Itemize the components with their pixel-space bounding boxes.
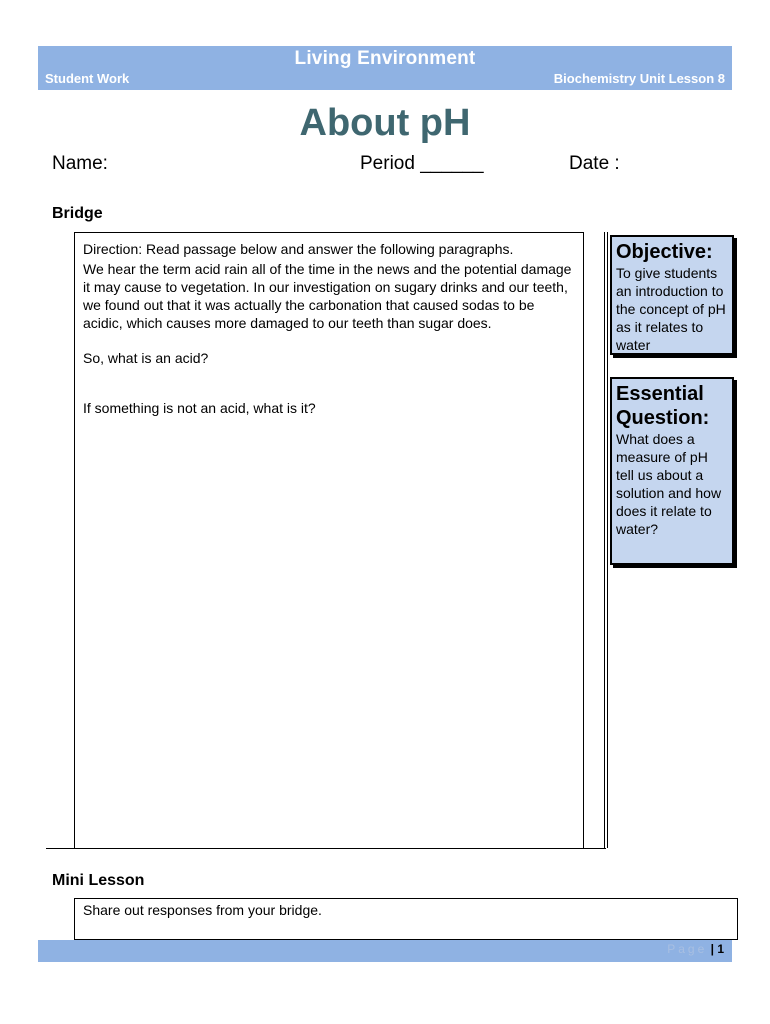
- sidebar-frame: [604, 232, 608, 848]
- page-title: About pH: [299, 102, 471, 144]
- date-field-label: Date :: [569, 153, 620, 174]
- bridge-box: [74, 232, 584, 848]
- page-separator: |: [710, 942, 714, 956]
- page-number: 1: [717, 942, 724, 956]
- objective-box: [610, 235, 734, 355]
- objective-text: To give students an introduction to the concept of pH as it relates to water: [616, 265, 726, 353]
- mini-lesson-box: [74, 898, 738, 940]
- header-bar: [38, 46, 732, 90]
- bridge-direction: Direction: Read passage below and answer the following paragraphs.: [83, 241, 514, 257]
- page-number-label: [667, 942, 724, 956]
- essential-question-box: [610, 377, 734, 565]
- bridge-passage: We hear the term acid rain all of the time in the news and the potential damage it may cause to vegetation. In our investigation on sugary drinks and our teeth, we found out that it was actually the carbonation that caused sodas to be acidic, which causes more damaged to our teeth than sugar does.: [83, 261, 572, 331]
- period-field-label: Period ______: [360, 153, 484, 174]
- header-right-label: Biochemistry Unit Lesson 8: [553, 71, 725, 86]
- bridge-bottom-divider: [46, 848, 606, 849]
- footer-bar: [38, 940, 732, 962]
- header-title: Living Environment: [294, 48, 476, 69]
- header-left-label: Student Work: [45, 71, 130, 86]
- bridge-heading: Bridge: [52, 205, 103, 222]
- mini-lesson-text: Share out responses from your bridge.: [83, 902, 322, 918]
- name-field-label: Name:: [52, 153, 108, 174]
- objective-title: Objective:: [616, 241, 713, 263]
- page-word: Page: [667, 942, 708, 956]
- essential-question-text: What does a measure of pH tell us about a solution and how does it relate to water?: [616, 431, 722, 537]
- essential-question-title: Essential Question:: [616, 383, 710, 429]
- bridge-question-acid: So, what is an acid?: [83, 350, 209, 366]
- bridge-question-not-acid: If something is not an acid, what is it?: [83, 400, 316, 416]
- mini-lesson-heading: Mini Lesson: [52, 872, 145, 889]
